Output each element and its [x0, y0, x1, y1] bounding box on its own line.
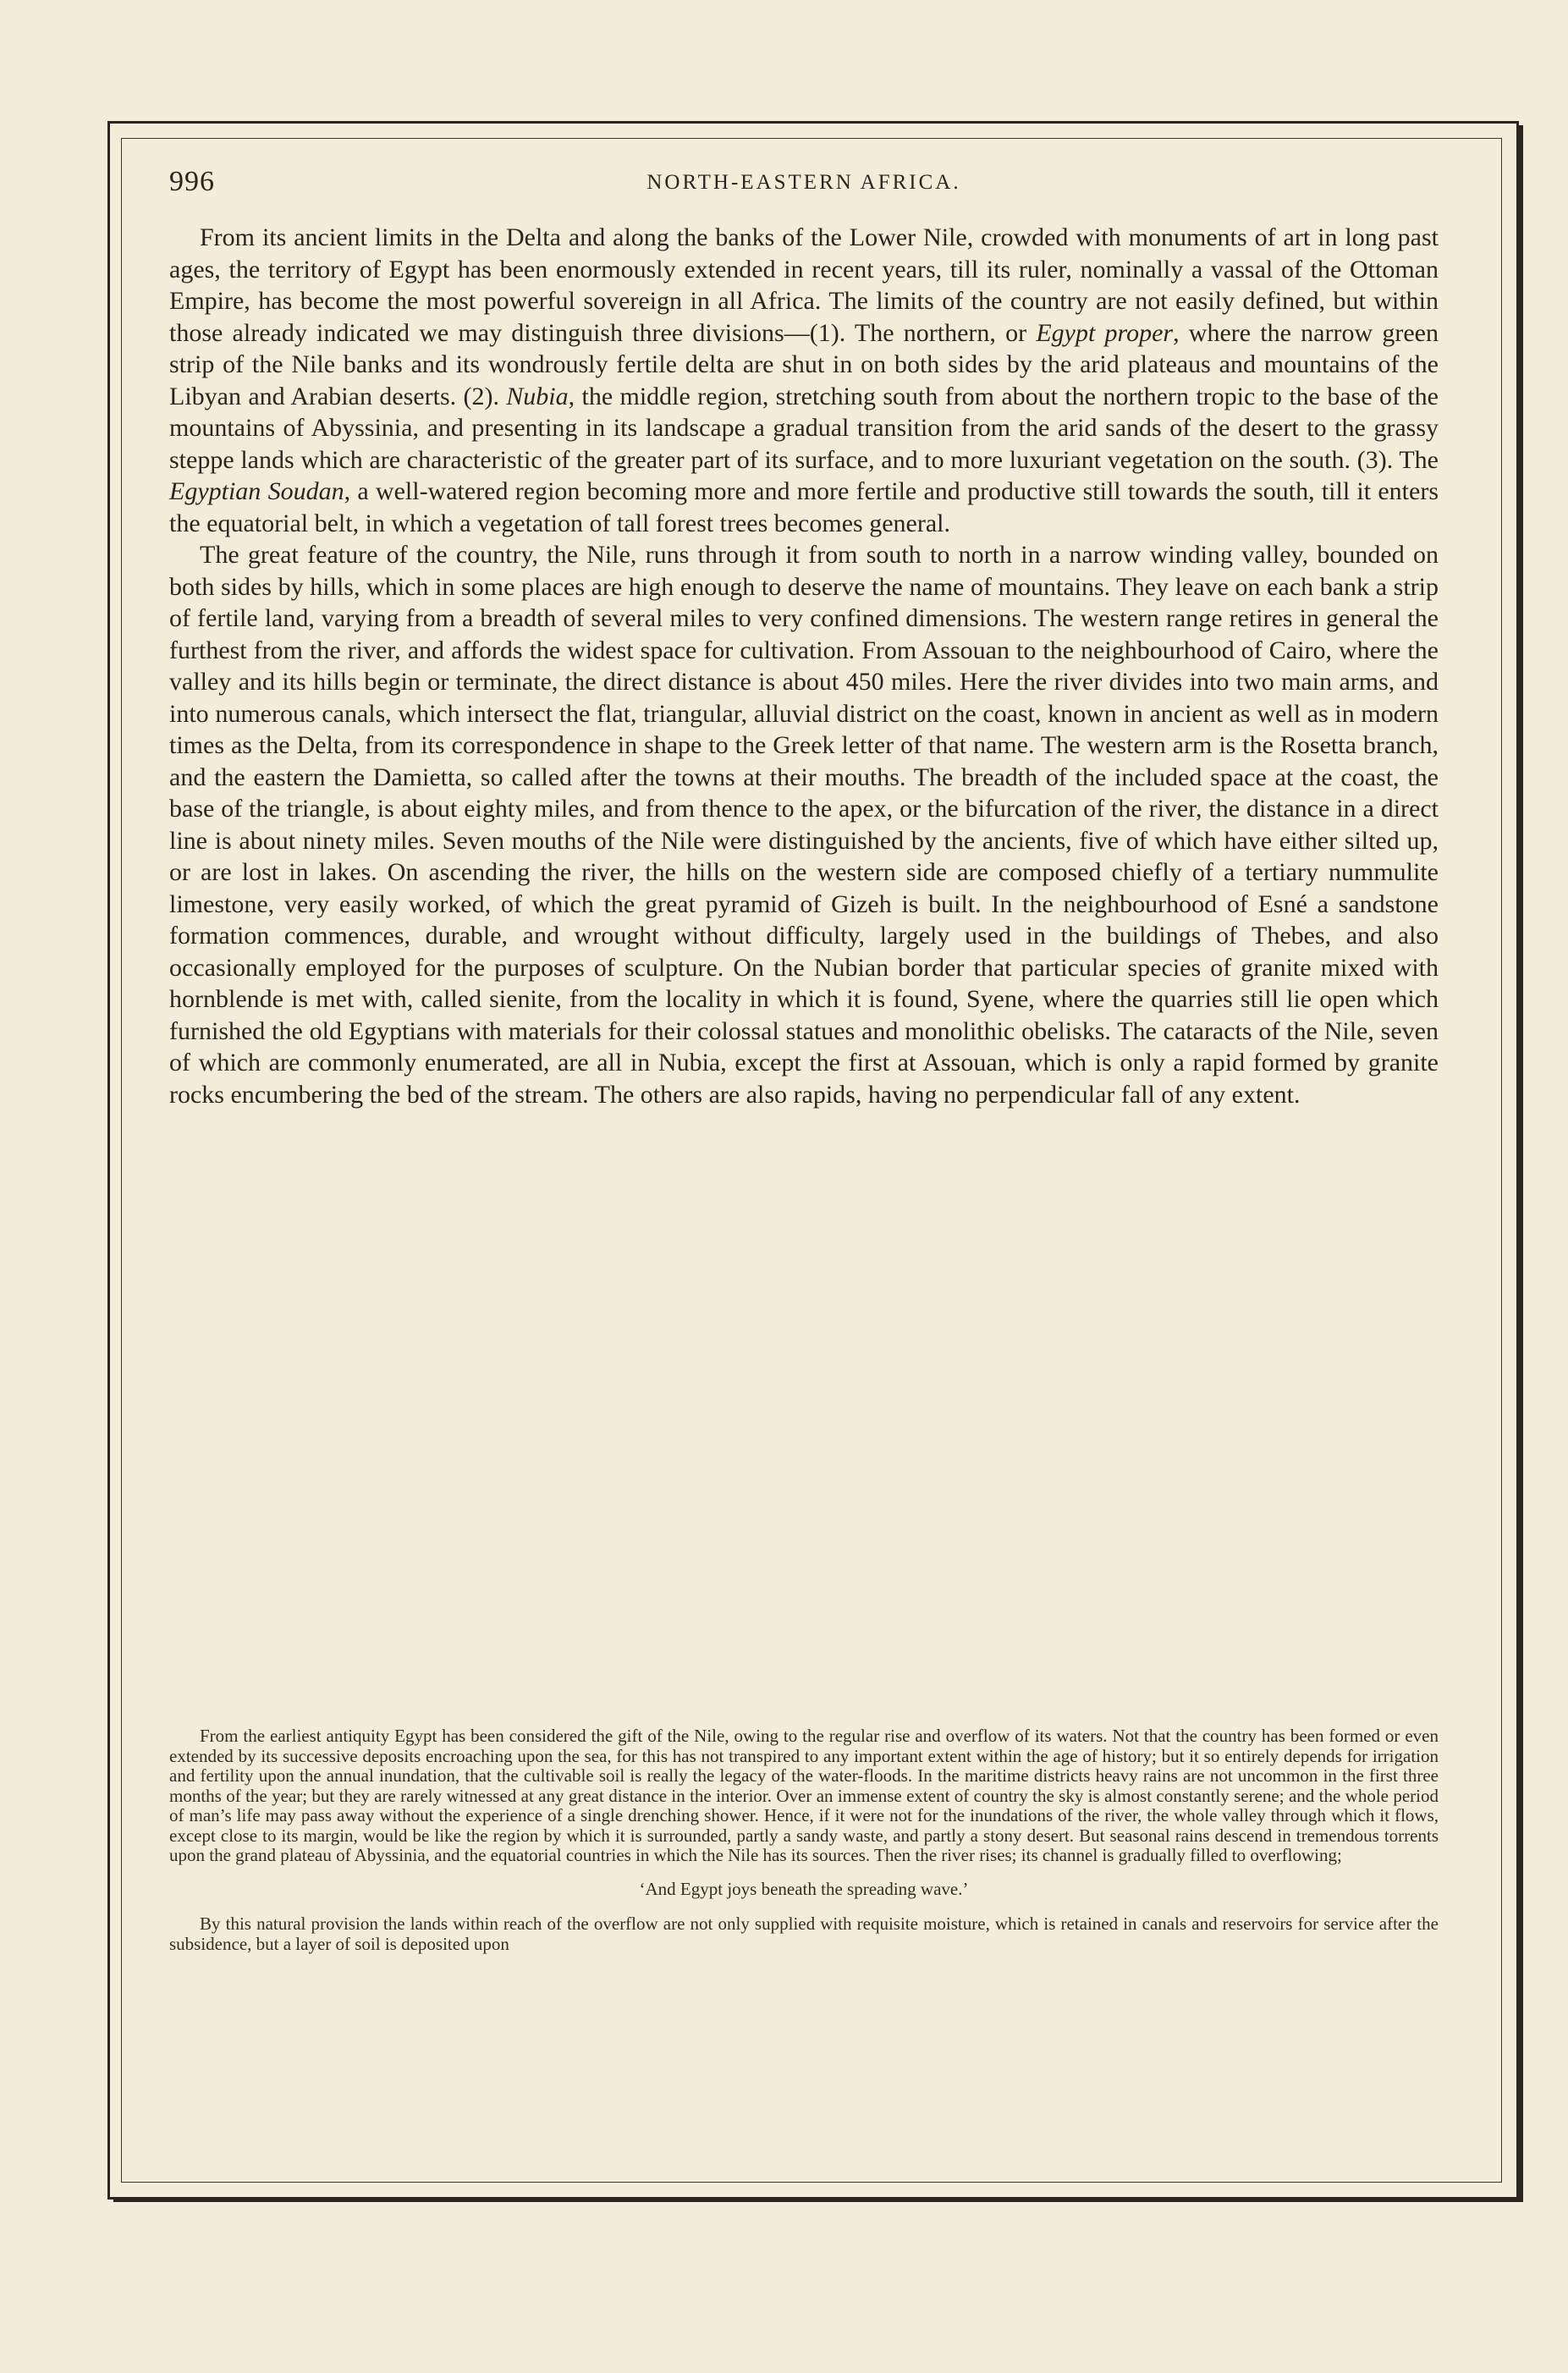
paragraph-1: From its ancient limits in the Delta and along the banks of the Lower Nile, crowded with monuments of art in long past ages, the territory of Egypt has been enormously extended in recent years, till its ruler, nominally a vassal of the Ottoman Empire, has become the most powerful sovereign in all Africa. The limits of the country are not easily defined, but within those already indicated we may distinguish three divisions—(1). The northern, or Egypt proper, where the narrow green strip of the Nile banks and its wondrously fertile delta are shut in on both sides by the arid plateaus and mountains of the Libyan and Arabian deserts. (2). Nubia, the middle region, stretching south from about the northern tropic to the base of the mountains of Abyssinia, and presenting in its landscape a gradual transition from the arid sands of the desert to the grassy steppe lands which are characteristic of the greater part of its surface, and to more luxuriant vegetation on the south. (3). The Egyptian Soudan, a well-watered region becoming more and more fertile and productive still towards the south, till it enters the equatorial belt, in which a vegetation of tall forest trees becomes general. — [169, 223, 1439, 537]
footnote-quote: ‘And Egypt joys beneath the spreading wave.’ — [639, 1878, 969, 1899]
term-egyptian-soudan: Egyptian Soudan — [169, 477, 344, 505]
paragraph-2: The great feature of the country, the Nile, runs through it from south to north in a narrow winding valley, bounded on both sides by hills, which in some places are high enough to deserve the name of mountains. They leave on each bank a strip of fertile land, varying from a breadth of several miles to very confined dimensions. The western range retires in general the furthest from the river, and affords the widest space for cultivation. From Assouan to the neighbourhood of Cairo, where the valley and its hills begin or terminate, the direct distance is about 450 miles. Here the river divides into two main arms, and into numerous canals, which intersect the flat, triangular, alluvial district on the coast, known in ancient as well as in modern times as the Delta, from its correspondence in shape to the Greek letter of that name. The western arm is the Rosetta branch, and the eastern the Damietta, so called after the towns at their mouths. The breadth of the included space at the coast, the base of the triangle, is about eighty miles, and from thence to the apex, or the bifurcation of the river, the distance in a direct line is about ninety miles. Seven mouths of the Nile were distinguished by the ancients, five of which have either silted up, or are lost in lakes. On ascending the river, the hills on the western side are composed chiefly of a tertiary nummulite limestone, very easily worked, of which the great pyramid of Gizeh is built. In the neighbourhood of Esné a sandstone formation commences, durable, and wrought without difficulty, largely used in the buildings of Thebes, and also occasionally employed for the purposes of sculpture. On the Nubian border that particular species of granite mixed with hornblende is met with, called sienite, from the locality in which it is found, Syene, where the quarries still lie open which furnished the old Egyptians with materials for their colossal statues and monolithic obelisks. The cataracts of the Nile, seven of which are commonly enumerated, are all in Nubia, except the first at Assouan, which is only a rapid formed by granite rocks encumbering the bed of the stream. The others are also rapids, having no perpendicular fall of any extent. — [169, 541, 1439, 1109]
page-header — [169, 166, 1439, 200]
footnote — [169, 1726, 1439, 1954]
main-text — [169, 222, 1439, 1110]
page-number: 996 — [169, 166, 215, 197]
term-egypt-proper: Egypt proper — [1036, 318, 1174, 347]
running-title: NORTH-EASTERN AFRICA. — [646, 171, 961, 194]
footnote-paragraph-2: By this natural provision the lands within reach of the overflow are not only supplied with requisite moisture, which is retained in canals and reservoirs for service after the subsidence, but a layer of soil is deposited upon — [169, 1913, 1439, 1954]
footnote-paragraph-1: From the earliest antiquity Egypt has been considered the gift of the Nile, owing to the regular rise and overflow of its waters. Not that the country has been formed or even extended by its successive deposits encroaching upon the sea, for this has not transpired to any important extent within the age of history; but it so entirely depends for irrigation and fertility upon the annual inundation, that the cultivable soil is really the legacy of the water-floods. In the maritime districts heavy rains are not uncommon in the first three months of the year; but they are rarely witnessed at any great distance in the interior. Over an immense extent of country the sky is almost constantly serene; and the whole period of man’s life may pass away without the experience of a single drenching shower. Hence, if it were not for the inundations of the river, the whole valley through which it flows, except close to its margin, would be like the region by which it is surrounded, partly a sandy waste, and partly a stony desert. But seasonal rains descend in tremendous torrents upon the grand plateau of Abyssinia, and the equatorial countries in which the Nile has its sources. Then the river rises; its channel is gradually filled to overflowing; — [169, 1726, 1439, 1865]
term-nubia: Nubia — [506, 382, 569, 410]
